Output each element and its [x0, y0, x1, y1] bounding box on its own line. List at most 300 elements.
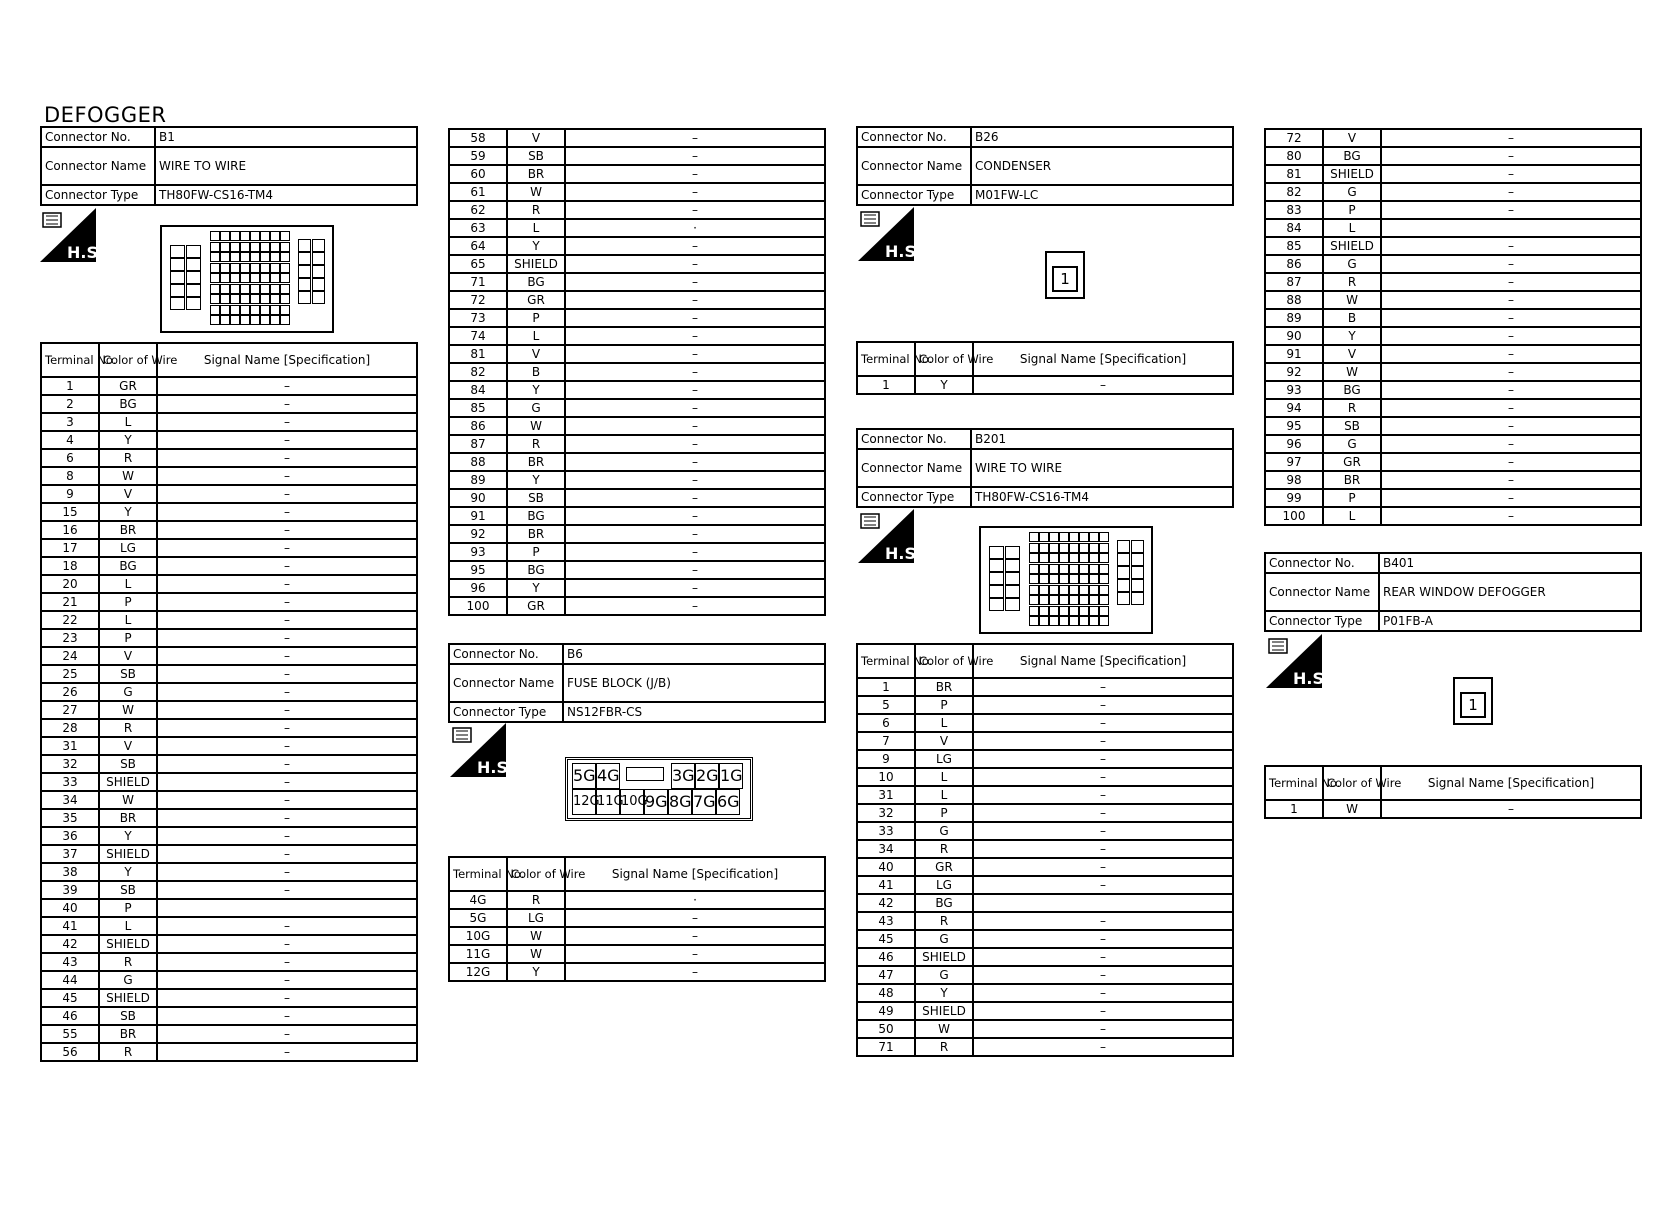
connector-cavity [280, 315, 290, 325]
signal-header: Signal Name [Specification] [973, 342, 1233, 376]
pin-row [41, 593, 417, 611]
signal-name-cell: – [973, 966, 1233, 984]
wire-color-cell: W [1323, 363, 1381, 381]
signal-name-cell: – [973, 1002, 1233, 1020]
signal-name-cell: – [565, 453, 825, 471]
connector-type-value: NS12FBR-CS [563, 702, 825, 722]
pin-8g: 8G [668, 789, 692, 815]
pin-row [449, 255, 825, 273]
connector-name-value: REAR WINDOW DEFOGGER [1379, 573, 1641, 611]
connector-cavity [1089, 553, 1099, 563]
connector-cavity [1059, 553, 1069, 563]
b201-pin-table-cont [1264, 128, 1642, 526]
connector-cavity [1069, 606, 1079, 616]
pin-row [41, 809, 417, 827]
connector-cavity [210, 231, 220, 241]
connector-cavity [1029, 606, 1039, 616]
connector-cavity [260, 252, 270, 262]
signal-name-cell: – [565, 363, 825, 381]
pin-row [449, 273, 825, 291]
connector-no-value: B6 [563, 644, 825, 664]
signal-name-cell: – [1381, 363, 1641, 381]
connector-cavity [280, 242, 290, 252]
hs-icon [858, 509, 923, 563]
signal-name-cell: – [1381, 327, 1641, 345]
terminal-no-cell: 100 [449, 597, 507, 615]
hs-icon [858, 207, 923, 261]
connector-cavity [220, 284, 230, 294]
wire-color-cell: BG [1323, 381, 1381, 399]
signal-name-cell: – [157, 1043, 417, 1061]
terminal-no-cell: 86 [449, 417, 507, 435]
pin-row [857, 948, 1233, 966]
signal-name-cell: – [157, 989, 417, 1007]
wire-color-cell: B [1323, 309, 1381, 327]
wire-color-cell: L [507, 219, 565, 237]
pin-row [449, 309, 825, 327]
wire-color-cell: L [99, 917, 157, 935]
connector-cavity [240, 294, 250, 304]
connector-cavity [270, 252, 280, 262]
signal-name-cell: · [565, 891, 825, 909]
connector-cavity [298, 252, 311, 265]
signal-name-cell [973, 894, 1233, 912]
signal-name-cell: – [565, 543, 825, 561]
terminal-no-cell: 42 [857, 894, 915, 912]
connector-cavity [1089, 543, 1099, 553]
connector-cavity [989, 598, 1004, 611]
pin-row [1265, 309, 1641, 327]
pin-7g: 7G [692, 789, 716, 815]
terminal-no-cell: 96 [449, 579, 507, 597]
connector-cavity [298, 265, 311, 278]
connector-cavity [220, 242, 230, 252]
connector-cavity [210, 305, 220, 315]
b1-pin-table [40, 342, 418, 1062]
signal-name-cell: – [973, 768, 1233, 786]
terminal-no-cell: 41 [857, 876, 915, 894]
wire-color-cell: SHIELD [915, 948, 973, 966]
pin-row [1265, 255, 1641, 273]
connector-cavity [270, 242, 280, 252]
wire-color-cell: P [507, 543, 565, 561]
connector-cavity [312, 239, 325, 252]
connector-cavity [170, 258, 185, 271]
signal-name-cell: – [157, 701, 417, 719]
terminal-no-cell: 64 [449, 237, 507, 255]
wire-color-cell: R [99, 1043, 157, 1061]
connector-cavity [1131, 553, 1144, 566]
connector-cavity [240, 305, 250, 315]
connector-cavity [170, 297, 185, 310]
terminal-no-cell: 32 [857, 804, 915, 822]
signal-name-cell: – [565, 471, 825, 489]
pin-row [41, 521, 417, 539]
pin-3g: 3G [671, 763, 695, 789]
pin-row [41, 863, 417, 881]
connector-cavity [1079, 606, 1089, 616]
connector-cavity [186, 284, 201, 297]
signal-name-cell: – [157, 485, 417, 503]
signal-name-cell: – [157, 1007, 417, 1025]
wire-color-cell: R [1323, 273, 1381, 291]
signal-name-cell: – [565, 309, 825, 327]
wire-color-cell: W [507, 417, 565, 435]
wire-color-cell: V [99, 647, 157, 665]
connector-cavity [1049, 553, 1059, 563]
terminal-no-cell: 62 [449, 201, 507, 219]
pin-row [857, 804, 1233, 822]
connector-cavity [1039, 553, 1049, 563]
terminal-no-cell: 94 [1265, 399, 1323, 417]
pin-row [1265, 219, 1641, 237]
wire-color-cell: R [507, 891, 565, 909]
pin-row [857, 966, 1233, 984]
connector-cavity [1049, 595, 1059, 605]
connector-cavity [230, 315, 240, 325]
signal-name-cell: – [157, 917, 417, 935]
pin-row [1265, 291, 1641, 309]
pin-row [449, 909, 825, 927]
wire-color-cell: V [915, 732, 973, 750]
pin-1: 1 [1460, 692, 1486, 718]
terminal-no-cell: 50 [857, 1020, 915, 1038]
connector-cavity [1059, 585, 1069, 595]
signal-name-cell: – [1381, 381, 1641, 399]
connector-cavity [240, 231, 250, 241]
terminal-no-cell: 87 [449, 435, 507, 453]
connector-b1 [40, 126, 418, 206]
connector-cavity [1099, 606, 1109, 616]
pin-row [41, 647, 417, 665]
connector-cavity [230, 242, 240, 252]
signal-name-cell: – [1381, 237, 1641, 255]
connector-type-label: Connector Type [449, 702, 563, 722]
wire-color-cell: R [99, 953, 157, 971]
wire-color-cell: W [1323, 800, 1381, 818]
pin-row [857, 1002, 1233, 1020]
connector-name-value: CONDENSER [971, 147, 1233, 185]
connector-cavity [270, 305, 280, 315]
wire-color-cell: L [1323, 507, 1381, 525]
connector-cavity [1079, 564, 1089, 574]
connector-type-value: P01FB-A [1379, 611, 1641, 631]
connector-cavity [1029, 553, 1039, 563]
terminal-no-cell: 59 [449, 147, 507, 165]
wire-color-cell: G [507, 399, 565, 417]
signal-name-cell: – [157, 503, 417, 521]
color-header: Color of Wire [915, 644, 973, 678]
wire-color-cell: B [507, 363, 565, 381]
connector-cavity [1059, 532, 1069, 542]
wire-color-cell: Y [99, 431, 157, 449]
connector-cavity [1039, 574, 1049, 584]
terminal-no-cell: 40 [857, 858, 915, 876]
wire-color-cell: G [1323, 255, 1381, 273]
terminal-no-cell: 46 [41, 1007, 99, 1025]
pin-row [449, 237, 825, 255]
connector-no-value: B1 [155, 127, 417, 147]
wire-color-cell: LG [507, 909, 565, 927]
wire-color-cell: BG [99, 557, 157, 575]
terminal-no-cell: 81 [449, 345, 507, 363]
pin-row [449, 363, 825, 381]
terminal-no-header: Terminal No. [1265, 766, 1323, 800]
b401-pin-table [1264, 765, 1642, 819]
wire-color-cell: R [1323, 399, 1381, 417]
connector-type-label: Connector Type [1265, 611, 1379, 631]
pin-row [449, 543, 825, 561]
color-header: Color of Wire [915, 342, 973, 376]
connector-cavity [260, 242, 270, 252]
connector-cavity [1131, 592, 1144, 605]
connector-cavity [210, 252, 220, 262]
pin-row [449, 525, 825, 543]
connector-cavity [1049, 616, 1059, 626]
wire-color-cell: BR [99, 1025, 157, 1043]
connector-cavity [260, 231, 270, 241]
connector-cavity [250, 273, 260, 283]
connector-b1-info [40, 126, 418, 206]
signal-name-cell: – [973, 876, 1233, 894]
connector-cavity [1039, 564, 1049, 574]
connector-no-value: B401 [1379, 553, 1641, 573]
terminal-no-cell: 96 [1265, 435, 1323, 453]
connector-cavity [1059, 564, 1069, 574]
svg-text:H.S.: H.S. [885, 242, 923, 261]
terminal-no-cell: 82 [1265, 183, 1323, 201]
pin-row [41, 755, 417, 773]
pin-row [41, 827, 417, 845]
wire-color-cell: BR [507, 165, 565, 183]
connector-cavity [230, 305, 240, 315]
connector-cavity [1049, 543, 1059, 553]
pin-row [857, 678, 1233, 696]
signal-name-cell: – [973, 714, 1233, 732]
connector-type-value: M01FW-LC [971, 185, 1233, 205]
connector-cavity [210, 294, 220, 304]
pin-row [41, 449, 417, 467]
connector-name-label: Connector Name [41, 147, 155, 185]
connector-cavity [270, 315, 280, 325]
pin-row [857, 984, 1233, 1002]
terminal-no-cell: 4 [41, 431, 99, 449]
wire-color-cell: BG [507, 561, 565, 579]
terminal-no-cell: 91 [1265, 345, 1323, 363]
terminal-no-cell: 92 [1265, 363, 1323, 381]
signal-name-cell: – [973, 376, 1233, 394]
wire-color-cell: Y [507, 381, 565, 399]
signal-name-cell: – [157, 593, 417, 611]
pin-row [1265, 453, 1641, 471]
connector-cavity [186, 271, 201, 284]
signal-name-cell: – [157, 629, 417, 647]
signal-name-cell: – [1381, 255, 1641, 273]
pin-row [857, 1020, 1233, 1038]
connector-cavity [1069, 564, 1079, 574]
pin-row [41, 395, 417, 413]
signal-name-cell: – [565, 417, 825, 435]
wire-color-cell: P [915, 804, 973, 822]
pin-row [41, 413, 417, 431]
wire-color-cell: BG [1323, 147, 1381, 165]
wire-color-cell: SB [99, 881, 157, 899]
terminal-no-cell: 44 [41, 971, 99, 989]
connector-cavity [1099, 532, 1109, 542]
terminal-no-cell: 45 [41, 989, 99, 1007]
connector-cavity [1029, 616, 1039, 626]
connector-cavity [1131, 579, 1144, 592]
hs-icon [450, 723, 515, 777]
pin-row [41, 431, 417, 449]
wire-color-cell: GR [99, 377, 157, 395]
connector-cavity [1117, 592, 1130, 605]
signal-name-cell: – [1381, 435, 1641, 453]
terminal-no-cell: 56 [41, 1043, 99, 1061]
pin-slot [626, 767, 664, 781]
signal-name-cell: – [973, 858, 1233, 876]
connector-cavity [1089, 585, 1099, 595]
connector-cavity [1029, 585, 1039, 595]
signal-name-cell: – [565, 273, 825, 291]
signal-name-cell: – [157, 413, 417, 431]
pin-row [857, 912, 1233, 930]
connector-b6-info [448, 643, 826, 723]
signal-name-cell: – [973, 1020, 1233, 1038]
terminal-no-cell: 99 [1265, 489, 1323, 507]
connector-cavity [250, 305, 260, 315]
svg-text:H.S.: H.S. [67, 243, 105, 262]
connector-cavity [250, 294, 260, 304]
connector-cavity [1039, 532, 1049, 542]
wire-color-cell: G [99, 683, 157, 701]
signal-name-cell: – [565, 507, 825, 525]
terminal-no-cell: 86 [1265, 255, 1323, 273]
signal-name-cell: – [157, 683, 417, 701]
wire-color-cell: W [99, 467, 157, 485]
connector-cavity [989, 585, 1004, 598]
wire-color-cell: V [99, 485, 157, 503]
terminal-no-cell: 84 [1265, 219, 1323, 237]
terminal-no-cell: 88 [1265, 291, 1323, 309]
wire-color-cell: W [507, 183, 565, 201]
connector-no-label: Connector No. [1265, 553, 1379, 573]
wire-color-cell: P [1323, 201, 1381, 219]
signal-name-cell: – [157, 395, 417, 413]
connector-cavity [230, 273, 240, 283]
pin-row [41, 737, 417, 755]
connector-cavity [1079, 574, 1089, 584]
connector-cavity [1099, 543, 1109, 553]
signal-name-cell: – [157, 719, 417, 737]
connector-cavity [1131, 540, 1144, 553]
pin-row [1265, 165, 1641, 183]
terminal-no-cell: 5 [857, 696, 915, 714]
connector-cavity [250, 315, 260, 325]
connector-cavity [260, 294, 270, 304]
terminal-no-cell: 32 [41, 755, 99, 773]
wire-color-cell: SB [99, 665, 157, 683]
connector-cavity [280, 273, 290, 283]
signal-name-cell: – [1381, 453, 1641, 471]
connector-cavity [260, 305, 270, 315]
connector-cavity [220, 273, 230, 283]
pin-row [857, 822, 1233, 840]
signal-name-cell: – [565, 579, 825, 597]
terminal-no-cell: 34 [857, 840, 915, 858]
pin-row [1265, 345, 1641, 363]
terminal-no-cell: 93 [449, 543, 507, 561]
wire-color-cell: R [99, 449, 157, 467]
wire-color-cell: GR [915, 858, 973, 876]
connector-cavity [1089, 574, 1099, 584]
connector-cavity [1039, 543, 1049, 553]
terminal-no-cell: 31 [41, 737, 99, 755]
signal-name-cell: – [1381, 345, 1641, 363]
signal-name-cell: – [157, 791, 417, 809]
terminal-no-cell: 36 [41, 827, 99, 845]
signal-name-cell: – [565, 291, 825, 309]
wire-color-cell: LG [915, 750, 973, 768]
signal-name-cell: – [565, 963, 825, 981]
connector-cavity [1005, 559, 1020, 572]
signal-name-cell: – [973, 804, 1233, 822]
connector-cavity [1079, 553, 1089, 563]
connector-cavity [1117, 540, 1130, 553]
terminal-no-header: Terminal No. [857, 342, 915, 376]
wire-color-cell: Y [507, 237, 565, 255]
terminal-no-cell: 28 [41, 719, 99, 737]
pin-row [449, 453, 825, 471]
signal-name-cell: – [157, 521, 417, 539]
wire-color-cell: V [99, 737, 157, 755]
terminal-no-cell: 38 [41, 863, 99, 881]
terminal-no-cell: 58 [449, 129, 507, 147]
pin-10g: 10G [620, 789, 644, 815]
pin-row [449, 945, 825, 963]
wire-color-cell: R [915, 840, 973, 858]
signal-name-cell: – [565, 399, 825, 417]
terminal-no-header: Terminal No. [41, 343, 99, 377]
pin-row [857, 696, 1233, 714]
terminal-no-cell: 1 [857, 376, 915, 394]
signal-name-cell: – [157, 611, 417, 629]
wire-color-cell: BG [915, 894, 973, 912]
signal-name-cell [1381, 219, 1641, 237]
pin-row [41, 575, 417, 593]
terminal-no-cell: 81 [1265, 165, 1323, 183]
signal-name-cell: – [565, 201, 825, 219]
wire-color-cell: BG [99, 395, 157, 413]
connector-cavity [1005, 546, 1020, 559]
pin-row [41, 935, 417, 953]
pin-row [857, 876, 1233, 894]
signal-name-cell: – [157, 377, 417, 395]
wire-color-cell: L [1323, 219, 1381, 237]
signal-name-cell: – [157, 755, 417, 773]
pin-row [857, 750, 1233, 768]
terminal-no-cell: 40 [41, 899, 99, 917]
terminal-no-cell: 85 [449, 399, 507, 417]
connector-b401-info [1264, 552, 1642, 632]
pin-1g: 1G [719, 763, 743, 789]
pin-row [1265, 183, 1641, 201]
pin-row [449, 507, 825, 525]
wire-color-cell: V [1323, 345, 1381, 363]
connector-cavity [1029, 543, 1039, 553]
b201-pin-table-wrap [856, 643, 1234, 1057]
pin-row [449, 129, 825, 147]
